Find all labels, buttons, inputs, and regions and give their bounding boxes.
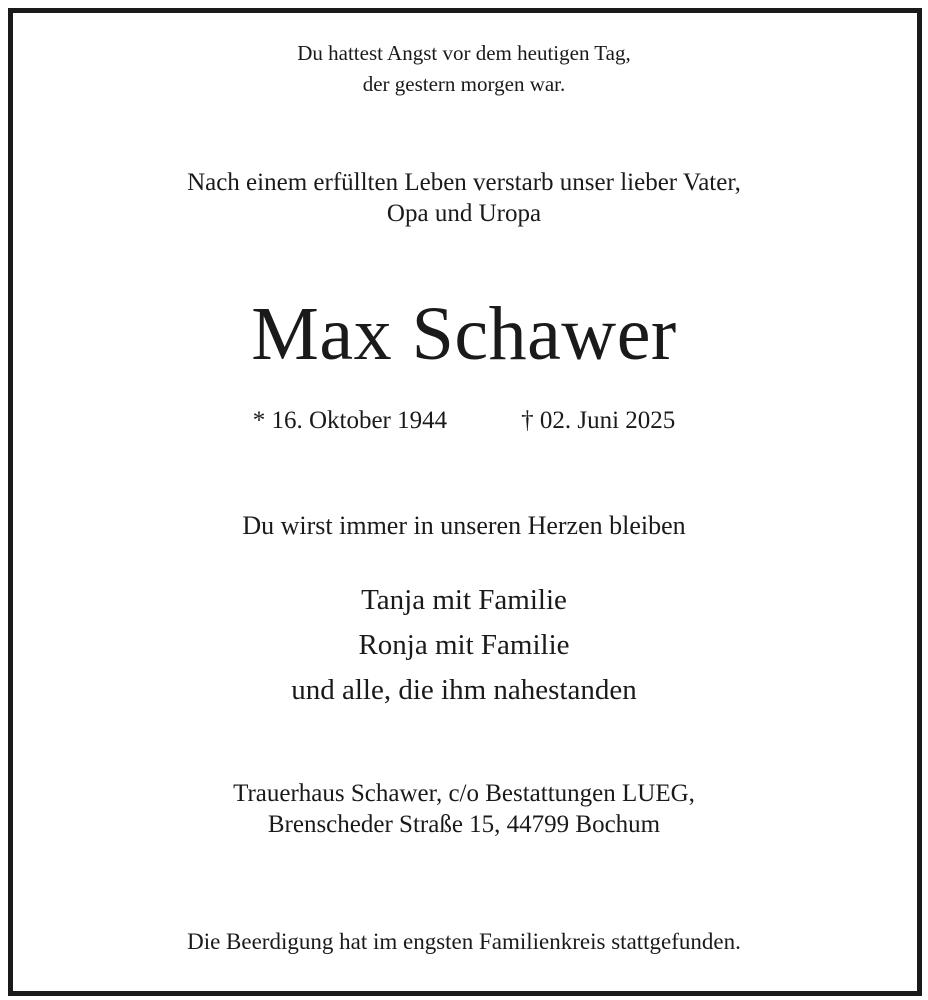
death-date: † 02. Juni 2025	[521, 407, 676, 434]
deceased-name: Max Schawer	[251, 292, 677, 376]
birth-date: * 16. Oktober 1944	[252, 407, 448, 434]
obituary-border	[8, 8, 922, 996]
address-line-1: Trauerhaus Schawer, c/o Bestattungen LUEG,	[233, 780, 695, 807]
intro-line-1: Nach einem erfüllten Leben verstarb unser lieber Vater,	[187, 169, 741, 196]
motto-line-1: Du hattest Angst vor dem heutigen Tag,	[297, 41, 631, 65]
motto-line-2: der gestern morgen war.	[362, 72, 566, 96]
funeral-note: Die Beerdigung hat im engsten Familienkreis stattgefunden.	[187, 929, 741, 954]
intro-line-2: Opa und Uropa	[386, 200, 542, 227]
remembrance-text: Du wirst immer in unseren Herzen bleiben	[242, 511, 686, 540]
life-dates	[0, 408, 928, 433]
mourner-line: Tanja mit Familie	[361, 584, 567, 616]
mourner-line: und alle, die ihm nahestanden	[291, 674, 637, 706]
mourner-line: Ronja mit Familie	[358, 629, 570, 661]
address-line-2: Brenscheder Straße 15, 44799 Bochum	[267, 811, 661, 838]
